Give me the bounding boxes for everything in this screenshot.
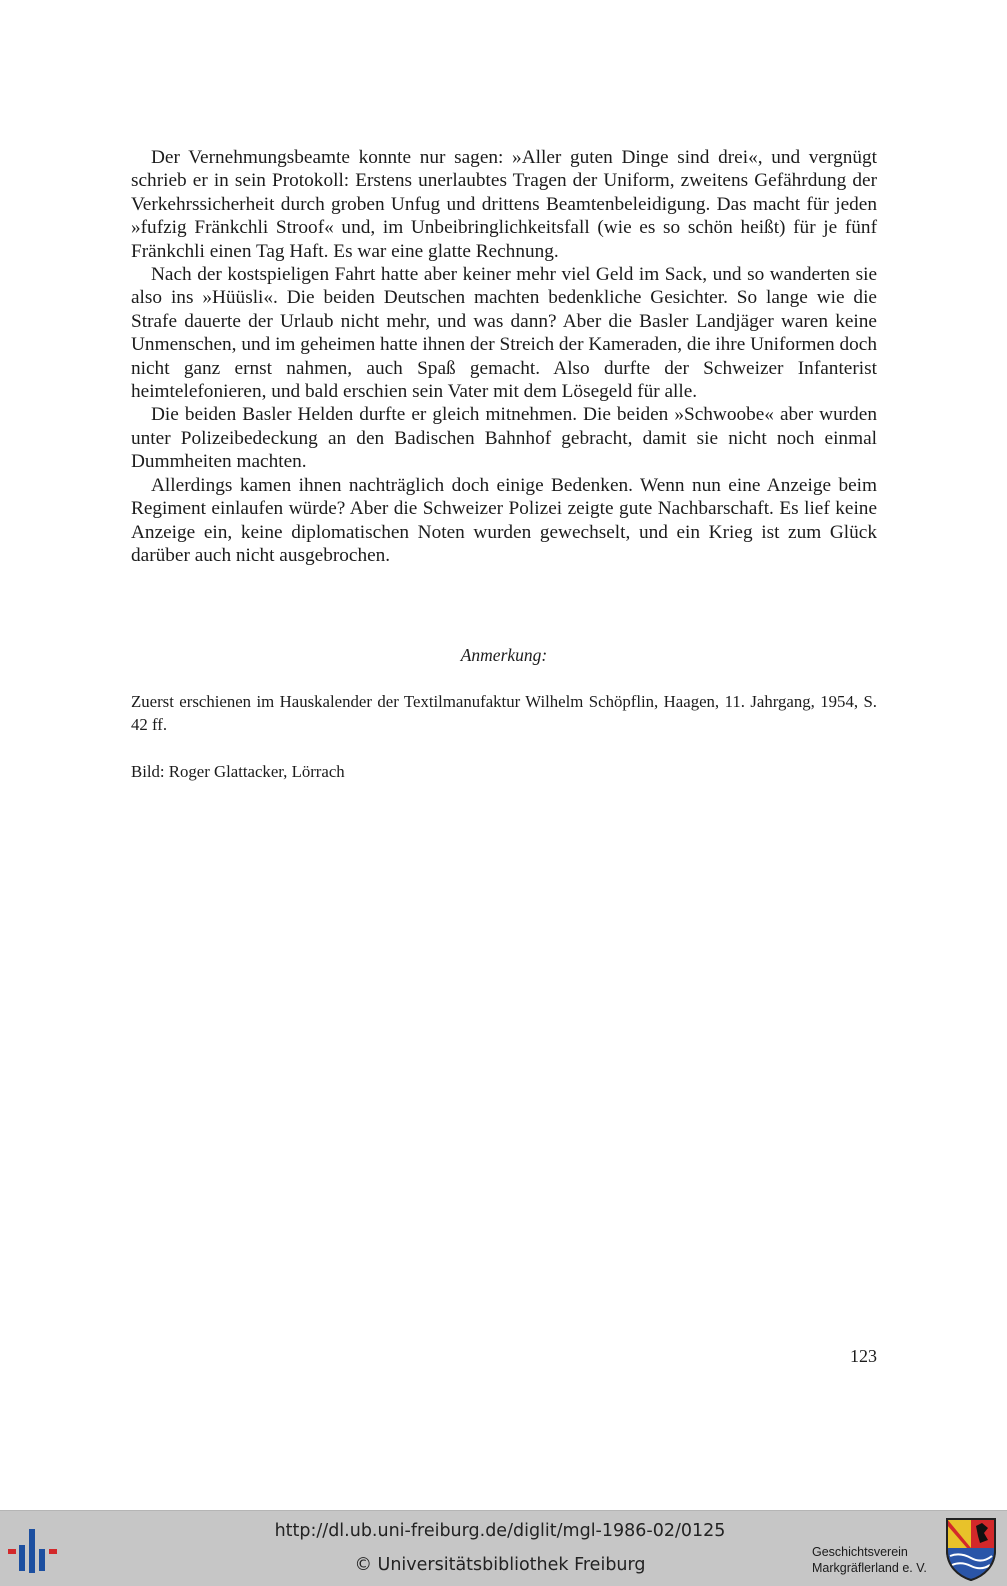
paragraph-2: Nach der kostspieligen Fahrt hatte aber keiner mehr viel Geld im Sack, und so wanderten sie also ins »Hüüsli«. Die beiden Deutschen machten bedenkliche Gesichter. So lange wie die Strafe dauerte der Urlaub nicht mehr, und was dann? Aber die Basler Landjäger waren keine Unmenschen, und im geheimen hatte ihnen der Streich der Kameraden, die ihre Uniformen doch nicht ganz ernst nahmen, auch Spaß gemacht. Also durfte der Schweizer Infanterist heimtelefonieren, und bald erschien sein Vater mit dem Lösegeld für alle. xyxy=(131,264,877,403)
permalink-url[interactable]: http://dl.ub.uni-freiburg.de/diglit/mgl-1986-02/0125 xyxy=(274,1521,726,1541)
note-heading: Anmerkung: xyxy=(460,645,548,665)
paragraph-4: Allerdings kamen ihnen nachträglich doch einige Bedenken. Wenn nun eine Anzeige beim Regiment einlaufen würde? Aber die Schweizer Polizei zeigte gute Nachbarschaft. Es lief keine Anzeige ein, keine diplomatischen Noten wurden gewechselt, und ein Krieg ist zum Glück darüber auch nicht ausgebrochen. xyxy=(131,474,877,566)
coat-of-arms-icon xyxy=(944,1516,998,1582)
org-name xyxy=(812,1544,927,1576)
viewer-footer xyxy=(0,1510,1007,1586)
paragraph-3: Die beiden Basler Helden durfte er gleich mitnehmen. Die beiden »Schwoobe« aber wurden unter Polizeibedeckung an den Badischen Bahnhof gebracht, damit sie nicht noch einmal Dummheiten machten. xyxy=(131,404,877,473)
article-body xyxy=(131,146,877,567)
page-number: 123 xyxy=(850,1346,877,1366)
digilit-bars-icon[interactable] xyxy=(6,1527,66,1575)
org-name-line-1: Geschichtsverein xyxy=(812,1545,908,1559)
paragraph-1: Der Vernehmungsbeamte konnte nur sagen: »Aller guten Dinge sind drei«, und vergnügt schrieb er in sein Protokoll: Erstens unerlaubtes Tragen der Uniform, zweitens Gefährdung der Verkehrssicherheit durch groben Unfug und drittens Beamtenbeleidigung. Das macht für jeden »fufzig Fränkchli Stroof« und, im Unbeibringlichkeitsfall (wie es so schön heißt) für je fünf Fränkchli einen Tag Haft. Es war eine glatte Rechnung. xyxy=(131,147,877,262)
org-name-line-2: Markgräflerland e. V. xyxy=(812,1561,927,1575)
copyright-text: © Universitätsbibliothek Freiburg xyxy=(354,1555,646,1575)
image-credit: Bild: Roger Glattacker, Lörrach xyxy=(131,762,345,781)
note-text: Zuerst erschienen im Hauskalender der Textilmanufaktur Wilhelm Schöpflin, Haagen, 11. Jahrgang, 1954, S. 42 ff. xyxy=(131,692,877,734)
